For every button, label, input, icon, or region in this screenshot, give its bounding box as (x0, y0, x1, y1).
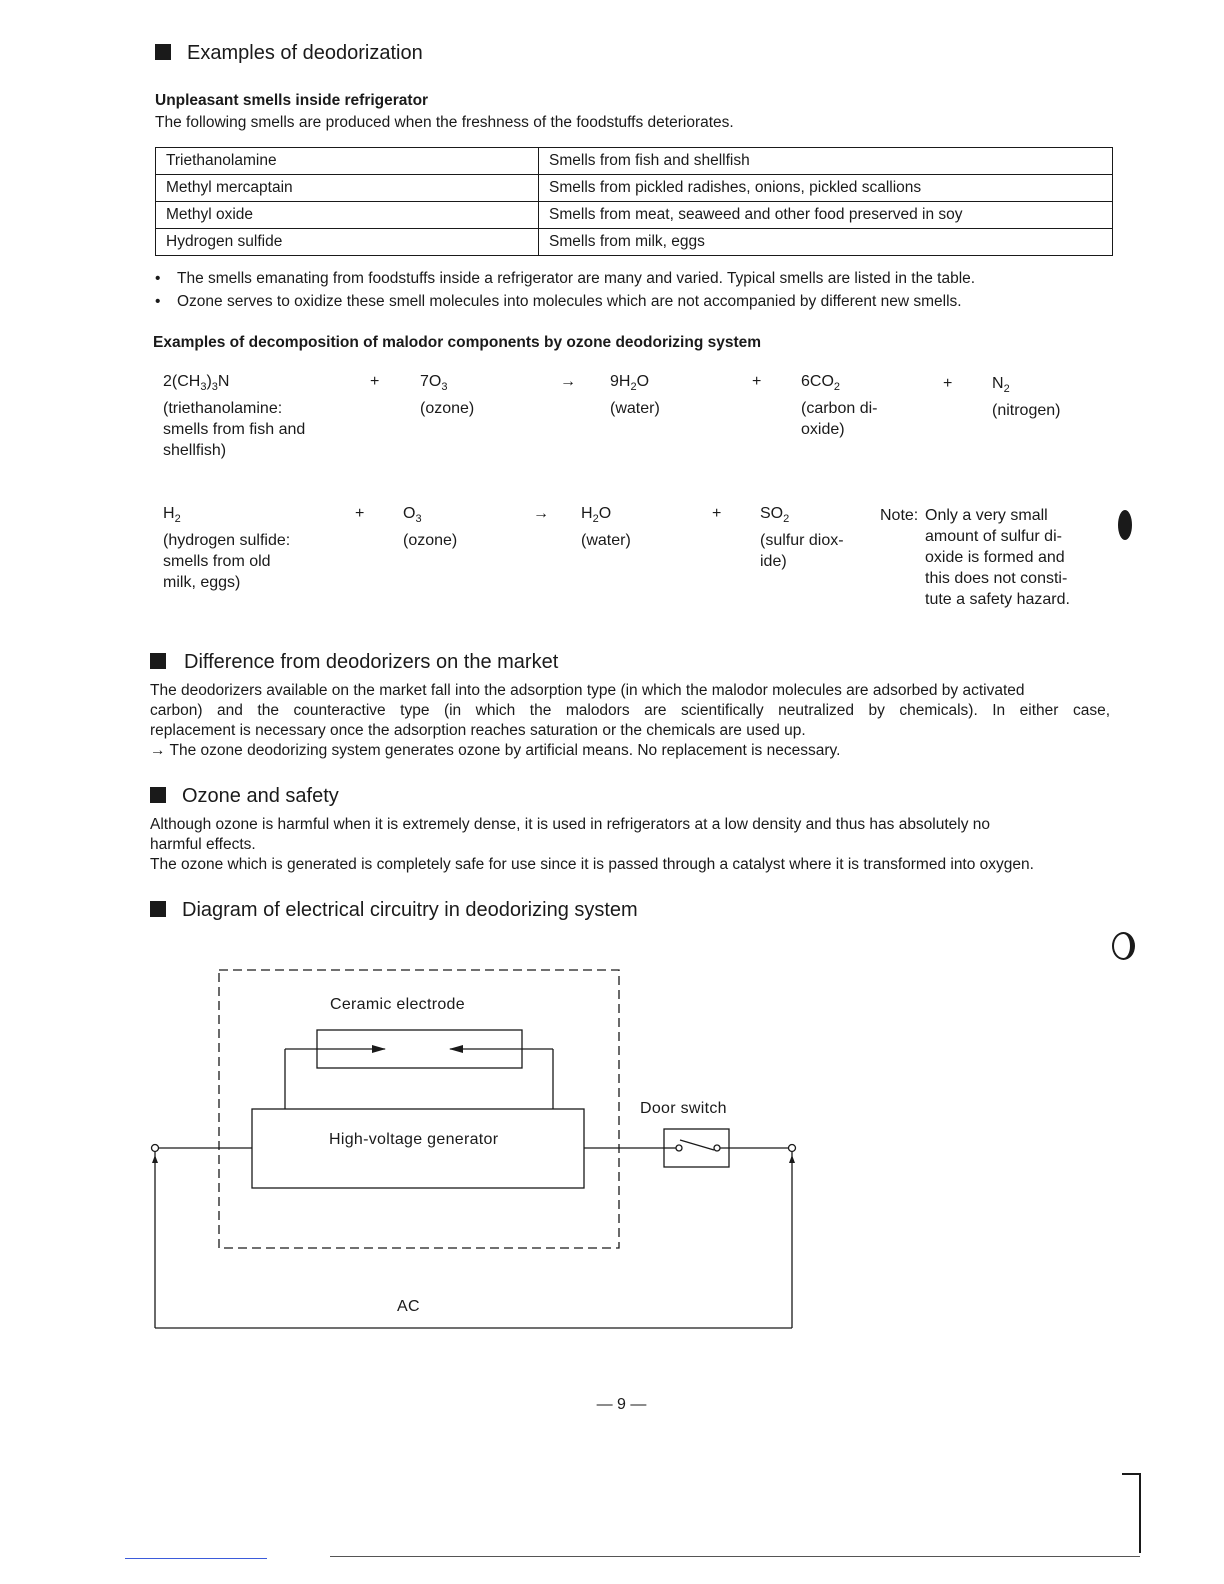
eq1-plus: + (370, 373, 380, 390)
table-cell-compound: Hydrogen sulfide (156, 229, 539, 256)
eq2-product2-desc: (sulfur diox- (760, 532, 844, 550)
eq1-product2-formula: $6CO_2$ (801, 373, 841, 394)
paragraph-line: carbon) and the counteractive type (in which the malodors are scientifically neutralized by chemicals). In either case, (150, 702, 1110, 719)
table-cell-smell: Smells from fish and shellfish (539, 148, 1113, 175)
paragraph-line: Although ozone is harmful when it is extremely dense, it is used in refrigerators at a low density and thus has absolutely no (150, 816, 991, 833)
table-cell-compound: Methyl mercaptain (156, 175, 539, 202)
section-heading-ozone-safety: Ozone and safety (150, 785, 339, 808)
eq1-reactant2-formula: $7O_3$ (420, 373, 448, 394)
eq1-reactant2-desc: (ozone) (420, 400, 475, 418)
eq2-product1-formula: $H_2O$ (581, 505, 612, 526)
terminal-icon (152, 1145, 159, 1152)
terminal-icon (789, 1145, 796, 1152)
eq1-product1-formula: $9H_2O$ (610, 373, 650, 394)
switch-blade-icon (680, 1140, 714, 1150)
paragraph-line: The deodorizers available on the market fall into the adsorption type (in which the malodor molecules are adsorbed by activated (150, 682, 1025, 699)
eq2-product2-formula: $SO_2$ (760, 505, 790, 526)
eq2-reactant1-desc: milk, eggs) (163, 574, 241, 592)
eq1-reactant1-desc: shellfish) (163, 442, 227, 460)
switch-contact-icon (714, 1145, 720, 1151)
bullet-item: • Ozone serves to oxidize these smell molecules into molecules which are not accompanied by different new smells. (155, 293, 962, 310)
eq1-reactant1-desc: (triethanolamine: (163, 400, 283, 418)
eq1-reactant1-formula: $2(CH_3)_3N$ (163, 373, 230, 394)
eq2-reactant1-formula: $H_2$ (163, 505, 181, 526)
binder-hole-mark (1112, 932, 1135, 960)
paragraph-line: harmful effects. (150, 836, 256, 853)
eq1-product3-formula: $N_2$ (992, 375, 1010, 396)
arrow-right-icon (372, 1045, 386, 1053)
eq2-plus: + (712, 505, 722, 522)
table-cell-compound: Triethanolamine (156, 148, 539, 175)
switch-contact-icon (676, 1145, 682, 1151)
paragraph-line: replacement is necessary once the adsorption reaches saturation or the chemicals are used up. (150, 722, 806, 739)
eq1-product2-desc: oxide) (801, 421, 845, 439)
arrow-up-icon (789, 1155, 795, 1163)
eq2-reactant1-desc: (hydrogen sulfide: (163, 532, 291, 550)
eq1-product3-desc: (nitrogen) (992, 402, 1061, 420)
ac-label: AC (397, 1298, 420, 1315)
eq2-product1-desc: (water) (581, 532, 631, 550)
eq2-note-line: this does not consti- (925, 570, 1068, 587)
paragraph-line: The ozone which is generated is completely safe for use since it is passed through a catalyst where it is transformed into oxygen. (150, 856, 1034, 873)
arrow-left-icon (449, 1045, 463, 1053)
eq1-reactant1-desc: smells from fish and (163, 421, 306, 439)
intro-text: The following smells are produced when the freshness of the foodstuffs deteriorates. (155, 114, 734, 131)
eq2-note-line: Only a very small (925, 507, 1048, 524)
bullet-item: • The smells emanating from foodstuffs inside a refrigerator are many and varied. Typical smells are listed in the table. (155, 270, 976, 287)
subheading-unpleasant-smells: Unpleasant smells inside refrigerator (155, 92, 429, 109)
eq1-plus: + (943, 375, 953, 392)
paragraph-line: → The ozone deodorizing system generates ozone by artificial means. No replacement is necessary. (150, 742, 841, 759)
decomposition-title: Examples of decomposition of malodor components by ozone deodorizing system (153, 334, 762, 351)
corner-mark (1139, 1473, 1141, 1553)
bullet-dot-icon: • (155, 293, 161, 310)
table-cell-smell: Smells from pickled radishes, onions, pickled scallions (539, 175, 1113, 202)
door-switch-label: Door switch (640, 1100, 727, 1117)
eq2-product2-desc: ide) (760, 553, 787, 571)
eq2-arrow: → (533, 505, 549, 522)
section-heading-diagram: Diagram of electrical circuitry in deodorizing system (150, 899, 638, 922)
eq2-note-line: amount of sulfur di- (925, 528, 1062, 545)
section-heading-deodorization: Examples of deodorization (155, 42, 423, 65)
binder-hole-mark (1118, 510, 1132, 540)
eq2-note-label: Note: (880, 507, 919, 524)
table-cell-smell: Smells from milk, eggs (539, 229, 1113, 256)
eq2-reactant2-formula: $O_3$ (403, 505, 422, 526)
arrow-up-icon (152, 1155, 158, 1163)
eq2-plus: + (355, 505, 365, 522)
eq2-reactant1-desc: smells from old (163, 553, 271, 571)
eq1-product2-desc: (carbon di- (801, 400, 878, 418)
eq1-plus: + (752, 373, 762, 390)
high-voltage-generator-label: High-voltage generator (329, 1131, 499, 1148)
bullet-dot-icon: • (155, 270, 161, 287)
eq2-reactant2-desc: (ozone) (403, 532, 458, 550)
ceramic-electrode-label: Ceramic electrode (330, 996, 465, 1013)
section-heading-difference: Difference from deodorizers on the market (150, 651, 558, 674)
eq1-product1-desc: (water) (610, 400, 660, 418)
corner-mark (1122, 1473, 1140, 1475)
table-cell-smell: Smells from meat, seaweed and other food preserved in soy (539, 202, 1113, 229)
table-cell-compound: Methyl oxide (156, 202, 539, 229)
eq2-note-line: oxide is formed and (925, 549, 1065, 566)
scan-edge-line (330, 1556, 1140, 1557)
eq2-note-line: tute a safety hazard. (925, 591, 1070, 608)
page-number: — 9 — (596, 1396, 647, 1413)
scan-edge-line (125, 1558, 267, 1559)
eq1-arrow: → (560, 373, 576, 390)
